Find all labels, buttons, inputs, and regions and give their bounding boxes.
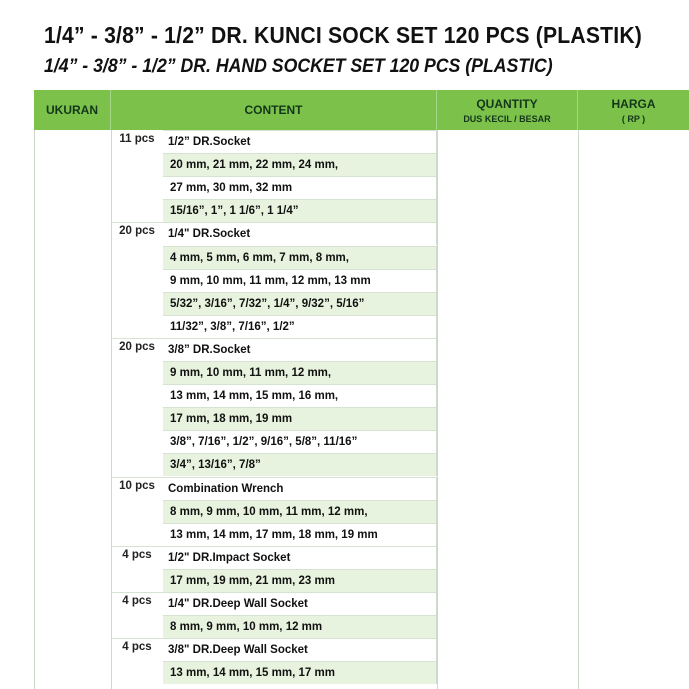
table-row: 27 mm, 30 mm, 32 mm xyxy=(163,176,437,199)
group-separator xyxy=(111,477,163,478)
table-row: 17 mm, 18 mm, 19 mm xyxy=(163,407,437,430)
header-content-label: CONTENT xyxy=(244,103,303,117)
table-row: 15/16”, 1”, 1 1/6”, 1 1/4” xyxy=(163,199,437,222)
table-row: 3/8”, 7/16”, 1/2”, 9/16”, 5/8”, 11/16” xyxy=(163,430,437,453)
header-quantity xyxy=(437,90,578,130)
table-row: 13 mm, 14 mm, 17 mm, 18 mm, 19 mm xyxy=(163,523,437,546)
group-separator xyxy=(111,222,163,223)
group-heading: 3/8” DR.Socket xyxy=(163,338,437,361)
group-quantity: 4 pcs xyxy=(122,641,152,654)
column-divider xyxy=(34,130,35,689)
table-row: 8 mm, 9 mm, 10 mm, 12 mm xyxy=(163,615,437,638)
group-separator xyxy=(111,338,163,339)
header-content xyxy=(111,90,437,130)
header-harga xyxy=(578,90,689,130)
page-subtitle: 1/4” - 3/8” - 1/2” DR. HAND SOCKET SET 120 PCS (PLASTIC) xyxy=(44,56,553,77)
group-separator xyxy=(111,638,163,639)
table-row: 11/32”, 3/8”, 7/16”, 1/2” xyxy=(163,315,437,338)
group-separator xyxy=(111,546,163,547)
group-quantity: 11 pcs xyxy=(119,133,155,145)
group-heading: 3/8" DR.Deep Wall Socket xyxy=(163,638,437,661)
table-row: 3/4”, 13/16”, 7/8” xyxy=(163,453,437,476)
column-divider xyxy=(578,130,579,689)
table-row: 13 mm, 14 mm, 15 mm, 16 mm, xyxy=(163,384,437,407)
group-heading: 1/4" DR.Deep Wall Socket xyxy=(163,592,437,615)
header-ukuran-label: UKURAN xyxy=(46,103,98,117)
group-quantity: 20 pcs xyxy=(119,225,155,238)
table-row: 20 mm, 21 mm, 22 mm, 24 mm, xyxy=(163,153,437,176)
group-heading: 1/2” DR.Socket xyxy=(163,130,437,153)
product-table xyxy=(34,90,689,689)
table-row: 8 mm, 9 mm, 10 mm, 11 mm, 12 mm, xyxy=(163,500,437,523)
table-row: 5/32”, 3/16”, 7/32”, 1/4”, 9/32”, 5/16” xyxy=(163,292,437,315)
table-row: 17 mm, 19 mm, 21 mm, 23 mm xyxy=(163,569,437,592)
group-separator xyxy=(111,592,163,593)
group-heading: 1/2" DR.Impact Socket xyxy=(163,546,437,569)
group-quantity: 20 pcs xyxy=(119,340,155,353)
header-harga-sublabel: ( RP ) xyxy=(621,113,646,124)
header-harga-label: HARGA xyxy=(611,96,656,111)
table-row: 13 mm, 14 mm, 15 mm, 17 mm xyxy=(163,661,437,684)
table-row: 9 mm, 10 mm, 11 mm, 12 mm, xyxy=(163,361,437,384)
header-quantity-sublabel: DUS KECIL / BESAR xyxy=(463,113,551,124)
table-row: 9 mm, 10 mm, 11 mm, 12 mm, 13 mm xyxy=(163,269,437,292)
column-divider xyxy=(437,130,438,689)
group-heading: 1/4" DR.Socket xyxy=(163,222,437,245)
page-title: 1/4” - 3/8” - 1/2” DR. KUNCI SOCK SET 120 PCS (PLASTIK) xyxy=(44,22,643,48)
header-quantity-label: QUANTITY xyxy=(476,96,538,111)
group-quantity: 4 pcs xyxy=(122,548,152,561)
group-heading: Combination Wrench xyxy=(163,477,437,500)
group-quantity: 10 pcs xyxy=(119,479,155,492)
group-quantity: 4 pcs xyxy=(122,595,152,607)
table-row: 4 mm, 5 mm, 6 mm, 7 mm, 8 mm, xyxy=(163,246,437,269)
header-ukuran xyxy=(34,90,111,130)
